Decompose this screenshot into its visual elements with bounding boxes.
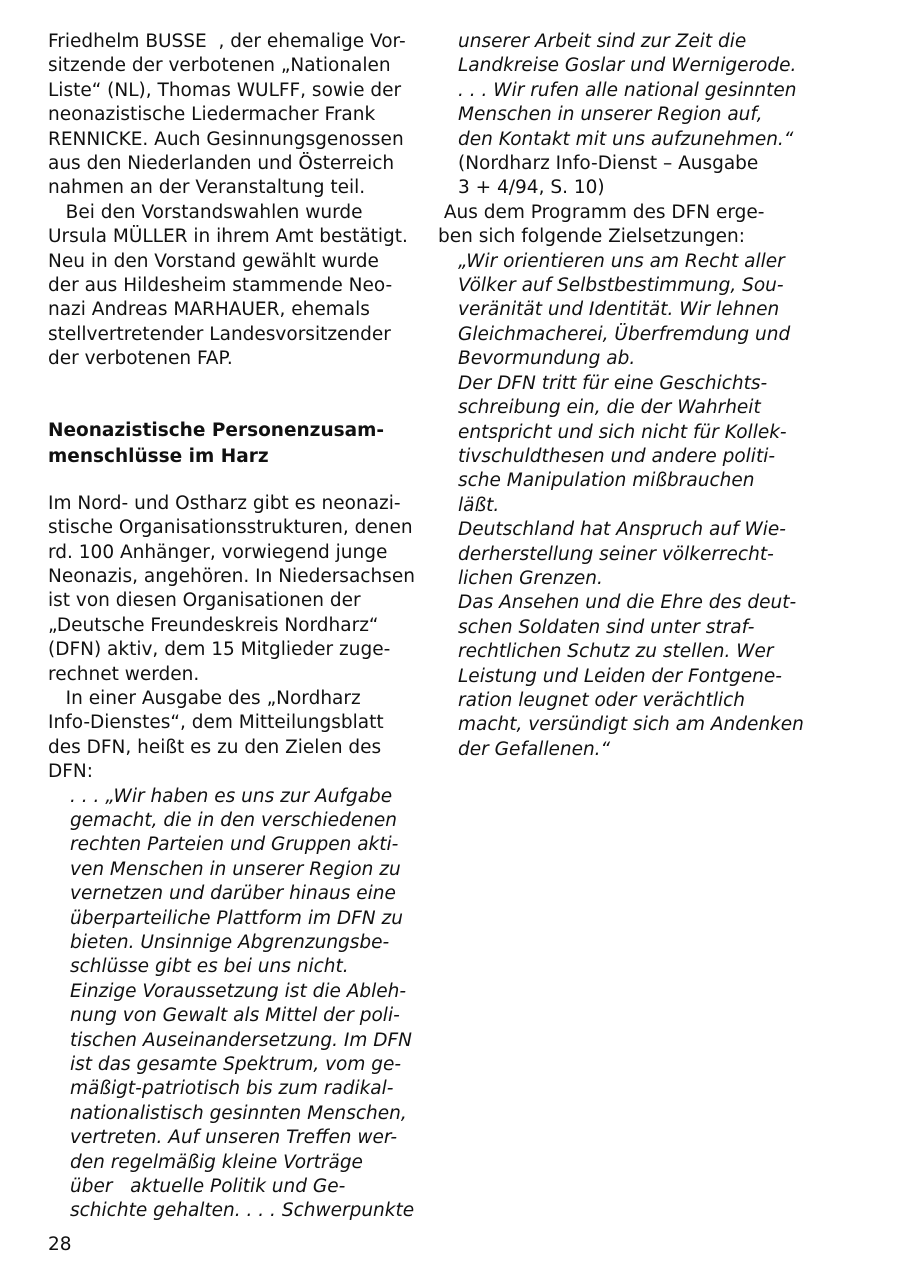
right-column	[438, 30, 818, 762]
text-line: neonazistische Liedermacher Frank	[48, 104, 376, 126]
quote-line: vertreten. Auf unseren Treffen wer-	[70, 1127, 398, 1149]
text-line: Im Nord- und Ostharz gibt es neonazi-	[48, 492, 401, 514]
text-line: Bei den Vorstandswahlen wurde	[48, 201, 363, 223]
block-quote-continuation	[438, 30, 818, 152]
text-line: der aus Hildesheim stammende Neo-	[48, 275, 393, 297]
quote-line: Landkreise Goslar und Wernigerode.	[458, 55, 797, 77]
source-line: (Nordharz Info-Dienst – Ausgabe	[458, 153, 759, 175]
quote-line: ration leugnet oder verächtlich	[458, 689, 746, 711]
quote-line: Einzige Voraussetzung ist die Ableh-	[70, 980, 407, 1002]
text-line: aus den Niederlanden und Österreich	[48, 153, 395, 175]
text-line: sitzende der verbotenen „Nationalen	[48, 55, 391, 77]
paragraph-continuation	[48, 30, 408, 201]
quote-line: der Gefallenen.“	[458, 738, 611, 760]
text-line: rd. 100 Anhänger, vorwiegend junge	[48, 541, 388, 563]
paragraph-harz-structures	[48, 492, 415, 687]
quote-line: lichen Grenzen.	[458, 567, 603, 589]
quote-line: nung von Gewalt als Mittel der poli-	[70, 1005, 400, 1027]
quote-line: schen Soldaten sind unter straf-	[458, 616, 755, 638]
quote-line: macht, versündigt sich am Andenken	[458, 714, 804, 736]
quote-line: ist das gesamte Spektrum, vom ge-	[70, 1054, 402, 1076]
quote-line: derherstellung seiner völkerrecht-	[458, 543, 774, 565]
quote-line: tischen Auseinandersetzung. Im DFN	[70, 1029, 412, 1051]
program-quote	[438, 250, 818, 763]
quote-line: den regelmäßig kleine Vorträge	[70, 1151, 363, 1173]
quote-line: sche Manipulation mißbrauchen	[458, 470, 755, 492]
text-line: des DFN, heißt es zu den Zielen des	[48, 736, 382, 758]
quote-line: tivschuldthesen und andere politi-	[458, 445, 776, 467]
text-line: Ursula MÜLLER in ihrem Amt bestätigt.	[48, 226, 408, 248]
quote-line: . . . „Wir haben es uns zur Aufgabe	[70, 785, 393, 807]
quote-line: den Kontakt mit uns aufzunehmen.“	[458, 128, 794, 150]
paragraph-program-intro	[438, 201, 818, 250]
heading-line: Neonazistische Personenzusam-	[48, 419, 385, 441]
quote-line: rechtlichen Schutz zu stellen. Wer	[458, 641, 774, 663]
quote-line: vernetzen und darüber hinaus eine	[70, 883, 396, 905]
quote-line: rechten Parteien und Gruppen akti-	[70, 834, 399, 856]
quote-line: Gleichmacherei, Überfremdung und	[458, 323, 791, 345]
text-line: nahmen an der Veranstaltung teil.	[48, 177, 366, 199]
paragraph-board-elections	[48, 201, 408, 372]
quote-line: überparteiliche Plattform im DFN zu	[70, 907, 403, 929]
quote-line: schreibung ein, die der Wahrheit	[458, 397, 761, 419]
heading-line: menschlüsse im Harz	[48, 445, 269, 467]
text-line: stische Organisationsstrukturen, denen	[48, 517, 413, 539]
quote-line: Leistung und Leiden der Fontgene-	[458, 665, 782, 687]
quote-line: Völker auf Selbstbestimmung, Sou-	[458, 275, 784, 297]
text-line: nazi Andreas MARHAUER, ehemals	[48, 299, 370, 321]
section-heading	[48, 418, 408, 470]
quote-line: läßt.	[458, 494, 500, 516]
quote-line: Deutschland hat Anspruch auf Wie-	[458, 519, 786, 541]
text-line: rechnet werden.	[48, 663, 200, 685]
text-line: Neonazis, angehören. In Niedersachsen	[48, 565, 415, 587]
quote-line: mäßigt-patriotisch bis zum radikal-	[70, 1078, 394, 1100]
quote-line: ven Menschen in unserer Region zu	[70, 858, 401, 880]
quote-line: nationalistisch gesinnten Menschen,	[70, 1102, 407, 1124]
text-line: Aus dem Programm des DFN erge-	[438, 201, 765, 223]
quote-line: „Wir orientieren uns am Recht aller	[458, 250, 785, 272]
text-line: ben sich folgende Zielsetzungen:	[438, 226, 745, 248]
quote-source	[438, 152, 818, 201]
quote-line: über aktuelle Politik und Ge-	[70, 1176, 346, 1198]
quote-line: gemacht, die in den verschiedenen	[70, 809, 397, 831]
text-line: Neu in den Vorstand gewählt wurde	[48, 250, 379, 272]
quote-line: unserer Arbeit sind zur Zeit die	[458, 31, 747, 52]
quote-line: bieten. Unsinnige Abgrenzungsbe-	[70, 932, 390, 953]
block-quote	[48, 785, 415, 1224]
page-number: 28	[48, 1234, 72, 1255]
quote-line: schichte gehalten. . . . Schwerpunkte	[70, 1200, 415, 1222]
text-line: ist von diesen Organisationen der	[48, 590, 361, 612]
quote-line: . . . Wir rufen alle national gesinnten	[458, 79, 797, 101]
text-line: der verbotenen FAP.	[48, 348, 233, 370]
left-column	[48, 30, 415, 1224]
text-line: DFN:	[48, 761, 93, 783]
quote-line: schlüsse gibt es bei uns nicht.	[70, 956, 349, 978]
quote-line: Menschen in unserer Region auf,	[458, 104, 763, 126]
quote-line: Das Ansehen und die Ehre des deut-	[458, 592, 797, 614]
text-line: (DFN) aktiv, dem 15 Mitglieder zuge-	[48, 639, 391, 661]
text-line: RENNICKE. Auch Gesinnungsgenossen	[48, 128, 404, 150]
text-line: Liste“ (NL), Thomas WULFF, sowie der	[48, 79, 402, 101]
text-line: „Deutsche Freundeskreis Nordharz“	[48, 614, 379, 636]
quote-line: Bevormundung ab.	[458, 348, 636, 370]
text-line: Friedhelm BUSSE , der ehemalige Vor-	[48, 31, 406, 52]
paragraph-info-dienst	[48, 687, 408, 785]
source-line: 3 + 4/94, S. 10)	[458, 177, 605, 199]
quote-line: Der DFN tritt für eine Geschichts-	[458, 372, 768, 394]
text-line: In einer Ausgabe des „Nordharz	[48, 687, 361, 709]
quote-line: entspricht und sich nicht für Kollek-	[458, 421, 787, 443]
text-line: stellvertretender Landesvorsitzender	[48, 323, 391, 345]
text-line: Info-Dienstes“, dem Mitteilungsblatt	[48, 712, 384, 734]
quote-line: veränität und Identität. Wir lehnen	[458, 299, 780, 321]
